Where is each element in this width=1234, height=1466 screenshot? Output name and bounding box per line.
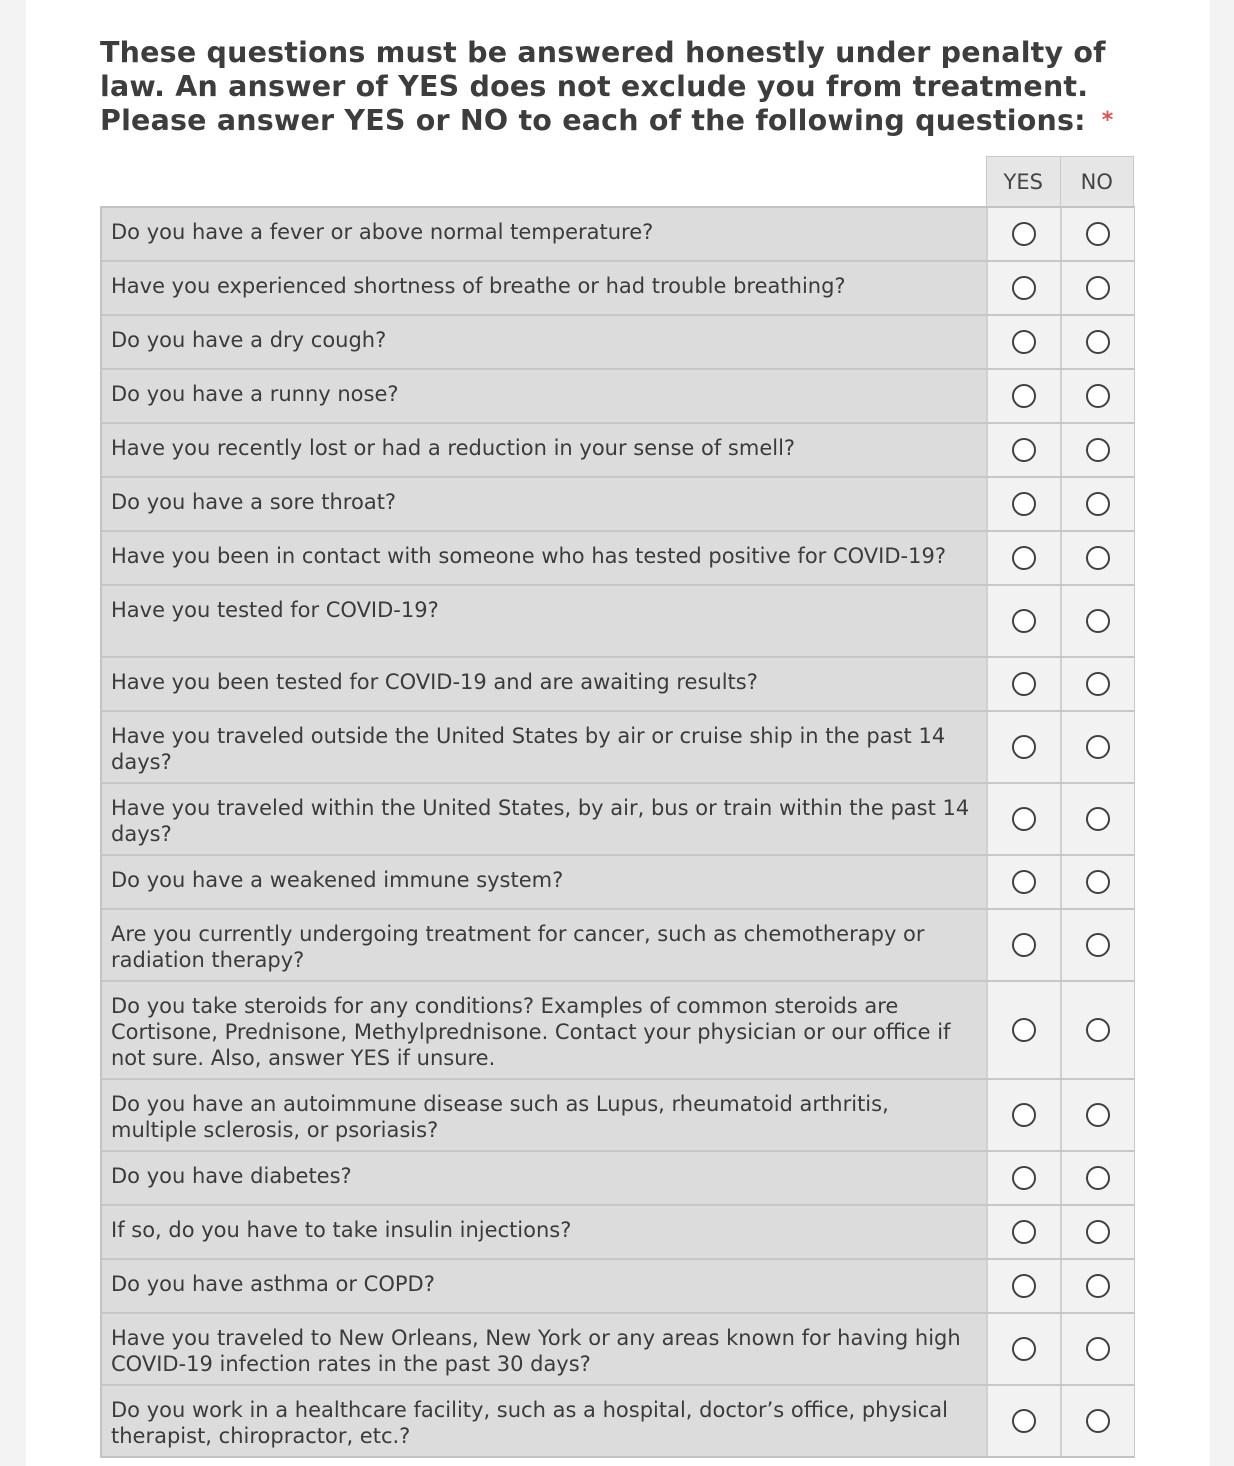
radio-yes[interactable] (1012, 276, 1036, 300)
cell-yes (986, 712, 1060, 782)
radio-no[interactable] (1086, 1166, 1110, 1190)
cell-no (1060, 982, 1134, 1078)
cell-yes (986, 1314, 1060, 1384)
cell-yes (986, 478, 1060, 530)
radio-yes[interactable] (1012, 933, 1036, 957)
radio-yes[interactable] (1012, 672, 1036, 696)
radio-no[interactable] (1086, 1274, 1110, 1298)
radio-no[interactable] (1086, 672, 1110, 696)
radio-no[interactable] (1086, 384, 1110, 408)
matrix-row (102, 260, 1134, 314)
radio-no[interactable] (1086, 546, 1110, 570)
cell-no (1060, 1152, 1134, 1204)
radio-no[interactable] (1086, 222, 1110, 246)
row-question-label: Do you have a weakened immune system? (102, 856, 986, 908)
radio-no[interactable] (1086, 1018, 1110, 1042)
cell-no (1060, 1260, 1134, 1312)
radio-yes[interactable] (1012, 609, 1036, 633)
radio-yes[interactable] (1012, 330, 1036, 354)
cell-no (1060, 316, 1134, 368)
matrix-row (102, 854, 1134, 908)
cell-no (1060, 370, 1134, 422)
cell-no (1060, 262, 1134, 314)
cell-no (1060, 586, 1134, 656)
radio-no[interactable] (1086, 330, 1110, 354)
matrix-row (102, 1312, 1134, 1384)
matrix-row (102, 208, 1134, 260)
radio-yes[interactable] (1012, 384, 1036, 408)
cell-yes (986, 658, 1060, 710)
matrix-row (102, 314, 1134, 368)
radio-no[interactable] (1086, 276, 1110, 300)
radio-no[interactable] (1086, 870, 1110, 894)
radio-yes[interactable] (1012, 1166, 1036, 1190)
radio-yes[interactable] (1012, 1337, 1036, 1361)
cell-no (1060, 424, 1134, 476)
matrix-row (102, 710, 1134, 782)
question-title (100, 36, 1150, 138)
matrix-row (102, 368, 1134, 422)
row-question-label: Have you tested for COVID-19? (102, 586, 986, 656)
matrix-row (102, 1384, 1134, 1456)
radio-no[interactable] (1086, 492, 1110, 516)
matrix-row (102, 1204, 1134, 1258)
row-question-label: Do you have asthma or COPD? (102, 1260, 986, 1312)
row-question-label: Have you been in contact with someone who has tested positive for COVID-19? (102, 532, 986, 584)
row-question-label: Do you have a runny nose? (102, 370, 986, 422)
column-header-yes: YES (1003, 170, 1043, 194)
cell-yes (986, 1152, 1060, 1204)
cell-no (1060, 208, 1134, 260)
cell-yes (986, 1080, 1060, 1150)
cell-yes (986, 856, 1060, 908)
cell-no (1060, 712, 1134, 782)
cell-no (1060, 658, 1134, 710)
required-asterisk: * (1101, 108, 1114, 133)
radio-yes[interactable] (1012, 492, 1036, 516)
cell-no (1060, 1314, 1134, 1384)
radio-yes[interactable] (1012, 1409, 1036, 1433)
cell-yes (986, 784, 1060, 854)
row-question-label: Have you experienced shortness of breathe or had trouble breathing? (102, 262, 986, 314)
matrix-row (102, 422, 1134, 476)
cell-no (1060, 1206, 1134, 1258)
cell-no (1060, 856, 1134, 908)
radio-no[interactable] (1086, 1103, 1110, 1127)
radio-yes[interactable] (1012, 222, 1036, 246)
matrix-header (986, 156, 1134, 206)
radio-no[interactable] (1086, 933, 1110, 957)
row-question-label: Have you traveled within the United States, by air, bus or train within the past 14 days? (102, 784, 986, 854)
row-question-label: Do you take steroids for any conditions? Examples of common steroids are Cortisone, Prednisone, Methylprednisone. Contact your physician or our office if not sure. Also, answer YES if unsure. (102, 982, 986, 1078)
cell-yes (986, 1386, 1060, 1456)
row-question-label: If so, do you have to take insulin injections? (102, 1206, 986, 1258)
cell-no (1060, 1386, 1134, 1456)
row-question-label: Have you traveled outside the United States by air or cruise ship in the past 14 days? (102, 712, 986, 782)
cell-yes (986, 316, 1060, 368)
radio-no[interactable] (1086, 807, 1110, 831)
row-question-label: Do you have a sore throat? (102, 478, 986, 530)
column-header-no: NO (1060, 157, 1134, 206)
radio-yes[interactable] (1012, 870, 1036, 894)
cell-yes (986, 532, 1060, 584)
matrix-row (102, 656, 1134, 710)
cell-yes (986, 910, 1060, 980)
radio-no[interactable] (1086, 1337, 1110, 1361)
question-matrix (100, 206, 1135, 1458)
cell-yes (986, 262, 1060, 314)
radio-yes[interactable] (1012, 438, 1036, 462)
radio-yes[interactable] (1012, 735, 1036, 759)
row-question-label: Do you have diabetes? (102, 1152, 986, 1204)
cell-no (1060, 532, 1134, 584)
cell-yes (986, 982, 1060, 1078)
cell-yes (986, 370, 1060, 422)
matrix-row (102, 1078, 1134, 1150)
matrix-row (102, 1258, 1134, 1312)
row-question-label: Do you work in a healthcare facility, such as a hospital, doctor’s office, physical therapist, chiropractor, etc.? (102, 1386, 986, 1456)
radio-yes[interactable] (1012, 1274, 1036, 1298)
cell-no (1060, 1080, 1134, 1150)
matrix-row (102, 782, 1134, 854)
form-page (26, 0, 1210, 1466)
row-question-label: Do you have an autoimmune disease such as Lupus, rheumatoid arthritis, multiple sclerosis, or psoriasis? (102, 1080, 986, 1150)
matrix-row (102, 476, 1134, 530)
radio-no[interactable] (1086, 438, 1110, 462)
row-question-label: Do you have a fever or above normal temperature? (102, 208, 986, 260)
matrix-row (102, 530, 1134, 584)
row-question-label: Have you recently lost or had a reduction in your sense of smell? (102, 424, 986, 476)
row-question-label: Are you currently undergoing treatment for cancer, such as chemotherapy or radiation therapy? (102, 910, 986, 980)
radio-yes[interactable] (1012, 1103, 1036, 1127)
row-question-label: Do you have a dry cough? (102, 316, 986, 368)
radio-yes[interactable] (1012, 807, 1036, 831)
cell-yes (986, 424, 1060, 476)
radio-no[interactable] (1086, 1220, 1110, 1244)
cell-no (1060, 910, 1134, 980)
cell-yes (986, 208, 1060, 260)
question-text: These questions must be answered honestly under penalty of law. An answer of YES does not exclude you from treatment. Please answer YES or NO to each of the following questions: (100, 36, 1106, 137)
radio-yes[interactable] (1012, 546, 1036, 570)
matrix-row (102, 908, 1134, 980)
radio-yes[interactable] (1012, 1220, 1036, 1244)
cell-yes (986, 1260, 1060, 1312)
cell-yes (986, 586, 1060, 656)
matrix-row (102, 584, 1134, 656)
radio-no[interactable] (1086, 1409, 1110, 1433)
row-question-label: Have you been tested for COVID-19 and are awaiting results? (102, 658, 986, 710)
cell-no (1060, 478, 1134, 530)
cell-no (1060, 784, 1134, 854)
cell-yes (986, 1206, 1060, 1258)
radio-yes[interactable] (1012, 1018, 1036, 1042)
matrix-row (102, 1150, 1134, 1204)
matrix-row (102, 980, 1134, 1078)
radio-no[interactable] (1086, 609, 1110, 633)
row-question-label: Have you traveled to New Orleans, New York or any areas known for having high COVID-19 infection rates in the past 30 days? (102, 1314, 986, 1384)
radio-no[interactable] (1086, 735, 1110, 759)
